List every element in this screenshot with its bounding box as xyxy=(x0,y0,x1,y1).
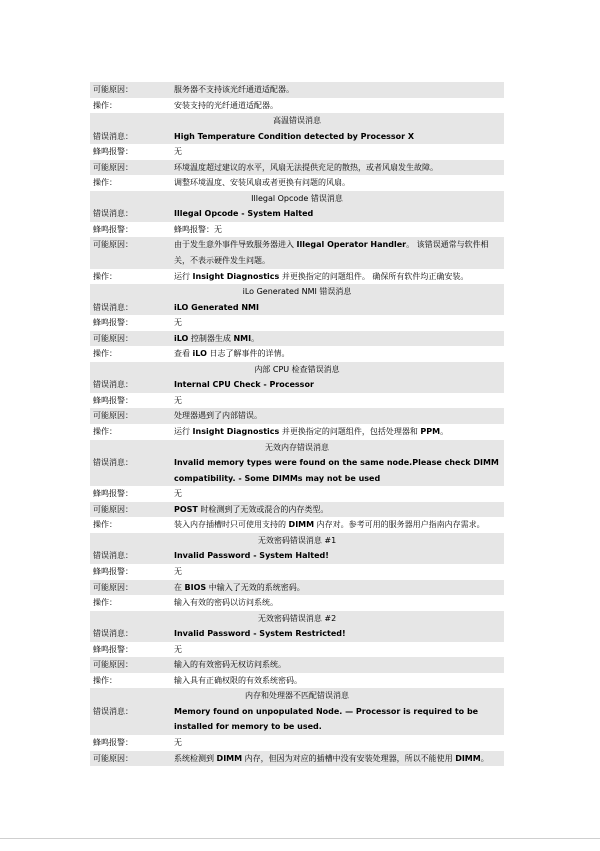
row-value xyxy=(174,424,504,440)
row-label: 错误消息： xyxy=(93,380,133,390)
row-value: 无 xyxy=(174,147,182,157)
section-heading xyxy=(90,688,504,704)
section-heading-text: 高温错误消息 xyxy=(273,116,321,126)
table-row xyxy=(90,408,504,424)
table-row xyxy=(90,704,504,735)
row-label: 操作： xyxy=(93,349,117,359)
row-label: 可能原因： xyxy=(93,411,133,421)
row-value-fragment: Insight Diagnostics xyxy=(192,427,280,437)
section-heading xyxy=(90,611,504,627)
row-value: 安装支持的光纤通道适配器。 xyxy=(174,100,278,110)
row-value: 服务器不支持该光纤通道适配器。 xyxy=(174,85,294,94)
table-row xyxy=(90,424,504,440)
row-value-fragment: Illegal Operator Handler xyxy=(296,240,407,250)
row-label: 错误消息： xyxy=(93,706,133,716)
row-label: 可能原因： xyxy=(93,240,133,250)
row-label: 操作： xyxy=(93,520,117,530)
section-heading-text: 无效密码错误消息 #1 xyxy=(257,535,337,545)
row-value-fragment: DIMM xyxy=(455,753,481,763)
row-value-fragment: 中输入了无效的系统密码。 xyxy=(206,582,305,592)
row-label: 操作： xyxy=(93,271,117,281)
table-row xyxy=(90,517,504,533)
row-value-fragment: 并更换指定的问题组件。 确保所有软件均正确安装。 xyxy=(279,271,469,281)
row-value: High Temperature Condition detected by Processor X xyxy=(174,131,415,141)
row-value-fragment: 。 xyxy=(440,427,449,437)
row-value: 处理器遇到了内部错误。 xyxy=(174,411,262,421)
row-value: 无 xyxy=(174,644,182,654)
section-heading-text: 内存和处理器不匹配错误消息 xyxy=(245,691,349,701)
row-label: 操作： xyxy=(93,178,117,188)
section-heading xyxy=(90,362,504,378)
table-row xyxy=(90,564,504,580)
row-value: 输入的有效密码无权访问系统。 xyxy=(174,660,286,670)
section-heading xyxy=(90,191,504,207)
row-value xyxy=(174,517,504,533)
table-row xyxy=(90,657,504,673)
row-value-fragment: 查看 xyxy=(174,349,193,359)
row-value xyxy=(174,751,504,767)
row-value xyxy=(174,502,504,518)
row-value-fragment: 日志了解事件的详情。 xyxy=(206,349,290,359)
table-row xyxy=(90,82,504,98)
row-value-fragment: 系统检测到 xyxy=(174,753,217,763)
row-value: 无 xyxy=(174,566,182,576)
table-row xyxy=(90,237,504,268)
row-value-fragment: Insight Diagnostics xyxy=(192,271,280,281)
row-value: Illegal Opcode - System Halted xyxy=(174,209,314,219)
section-heading-text: 无效内存错误消息 xyxy=(265,442,329,452)
row-value-fragment: NMI xyxy=(233,333,252,343)
row-value: 输入有效的密码以访问系统。 xyxy=(174,598,278,608)
table-row xyxy=(90,346,504,362)
row-value: Invalid memory types were found on the same node.Please check DIMM compatibility. - Some DIMMs may not be used xyxy=(174,458,499,483)
table-row xyxy=(90,751,504,767)
table-row xyxy=(90,222,504,238)
section-heading-text: iLo Generated NMI 错误消息 xyxy=(242,287,352,297)
table-row xyxy=(90,377,504,393)
row-label: 错误消息： xyxy=(93,458,133,468)
row-label: 操作： xyxy=(93,100,117,110)
table-row xyxy=(90,206,504,222)
row-label: 错误消息： xyxy=(93,209,133,219)
row-value-fragment: 。 该错误通常与软件相关，不表示硬件发生问题。 xyxy=(174,240,489,266)
row-value-fragment: DIMM xyxy=(216,753,243,763)
row-value: 输入具有正确权限的有效系统密码。 xyxy=(174,675,302,685)
row-label: 错误消息： xyxy=(93,302,133,312)
row-label: 可能原因： xyxy=(93,582,133,592)
row-value: Invalid Password - System Halted! xyxy=(174,551,329,561)
section-heading-text: 无效密码错误消息 #2 xyxy=(257,613,337,623)
row-value-fragment: iLO xyxy=(192,349,207,359)
row-value: Internal CPU Check - Processor xyxy=(174,380,314,390)
table-row xyxy=(90,160,504,176)
section-heading xyxy=(90,533,504,549)
table-row xyxy=(90,548,504,564)
document-body xyxy=(90,82,504,766)
table-row xyxy=(90,144,504,160)
table-row xyxy=(90,673,504,689)
row-label: 可能原因： xyxy=(93,85,133,94)
row-label: 可能原因： xyxy=(93,504,133,514)
row-label: 可能原因： xyxy=(93,660,133,670)
row-value xyxy=(174,237,504,268)
row-label: 可能原因： xyxy=(93,162,133,172)
row-label: 蜂鸣报警： xyxy=(93,737,133,747)
row-value: Memory found on unpopulated Node. — Processor is required to be installed for memory to be used. xyxy=(174,706,479,732)
row-label: 错误消息： xyxy=(93,629,133,639)
table-row xyxy=(90,642,504,658)
row-value: iLO Generated NMI xyxy=(174,302,259,312)
row-value: Invalid Password - System Restricted! xyxy=(174,629,346,639)
section-heading xyxy=(90,113,504,129)
row-label: 可能原因： xyxy=(93,333,133,343)
row-label: 操作： xyxy=(93,598,117,608)
row-value: 调整环境温度、安装风扇或者更换有问题的风扇。 xyxy=(174,178,350,188)
section-heading xyxy=(90,284,504,300)
row-value-fragment: 。 xyxy=(480,753,489,763)
table-row xyxy=(90,735,504,751)
row-value-fragment: 由于发生意外事件导致服务器进入 xyxy=(174,240,297,250)
row-label: 蜂鸣报警： xyxy=(93,566,133,576)
row-value-fragment: 内存，但因为对应的插槽中没有安装处理器，所以不能使用 xyxy=(242,753,456,763)
section-heading xyxy=(90,440,504,456)
table-row xyxy=(90,331,504,347)
row-value: 无 xyxy=(174,489,182,499)
table-row xyxy=(90,129,504,145)
row-value-fragment: 并更换指定的问题组件，包括处理器和 xyxy=(279,427,421,437)
row-value-fragment: 时检测到了无效或混合的内存类型。 xyxy=(197,504,329,514)
table-row xyxy=(90,315,504,331)
row-value xyxy=(174,331,504,347)
row-value-fragment: 运行 xyxy=(174,271,193,281)
row-value-fragment: 运行 xyxy=(174,427,193,437)
row-value-fragment: POST xyxy=(174,504,198,514)
row-value xyxy=(174,346,504,362)
row-value-fragment: 装入内存插槽时只可使用支持的 xyxy=(174,520,289,530)
row-label: 错误消息： xyxy=(93,551,133,561)
section-heading-text: Illegal Opcode 错误消息 xyxy=(251,193,343,203)
table-row xyxy=(90,269,504,285)
table-row xyxy=(90,486,504,502)
row-value-fragment: 在 xyxy=(174,582,185,592)
table-row xyxy=(90,175,504,191)
row-value: 无 xyxy=(174,395,182,405)
row-value-fragment: 控制器生成 xyxy=(188,333,234,343)
row-value: 无 xyxy=(174,318,182,328)
row-label: 蜂鸣报警： xyxy=(93,644,133,654)
row-value-fragment: iLO xyxy=(174,333,189,343)
row-value-fragment: 内存对。参考可用的服务器用户指南内存需求。 xyxy=(314,520,485,530)
row-value-fragment: PPM xyxy=(420,427,441,437)
table-row xyxy=(90,502,504,518)
table-row xyxy=(90,580,504,596)
row-value-fragment: BIOS xyxy=(184,582,207,592)
row-label: 操作： xyxy=(93,427,117,437)
row-value: 环境温度超过建议的水平，风扇无法提供充足的散热，或者风扇发生故障。 xyxy=(174,162,438,172)
row-label: 蜂鸣报警： xyxy=(93,395,133,405)
table-row xyxy=(90,98,504,114)
row-label: 蜂鸣报警： xyxy=(93,224,133,234)
table-row xyxy=(90,300,504,316)
row-label: 蜂鸣报警： xyxy=(93,147,133,157)
section-heading-text: 内部 CPU 检查错误消息 xyxy=(254,364,340,374)
row-label: 蜂鸣报警： xyxy=(93,318,133,328)
table-row xyxy=(90,393,504,409)
row-value-fragment: DIMM xyxy=(288,520,315,530)
table-row xyxy=(90,595,504,611)
row-label: 蜂鸣报警： xyxy=(93,489,133,499)
row-value xyxy=(174,269,504,285)
row-value-fragment: 。 xyxy=(251,333,260,343)
row-label: 错误消息： xyxy=(93,131,133,141)
table-row xyxy=(90,455,504,486)
page-footer-rule xyxy=(0,838,600,839)
row-label: 操作： xyxy=(93,675,117,685)
row-label: 可能原因： xyxy=(93,753,133,763)
row-value: 无 xyxy=(174,737,182,747)
row-value xyxy=(174,580,504,596)
row-value: 蜂鸣报警：无 xyxy=(174,224,222,234)
table-row xyxy=(90,626,504,642)
